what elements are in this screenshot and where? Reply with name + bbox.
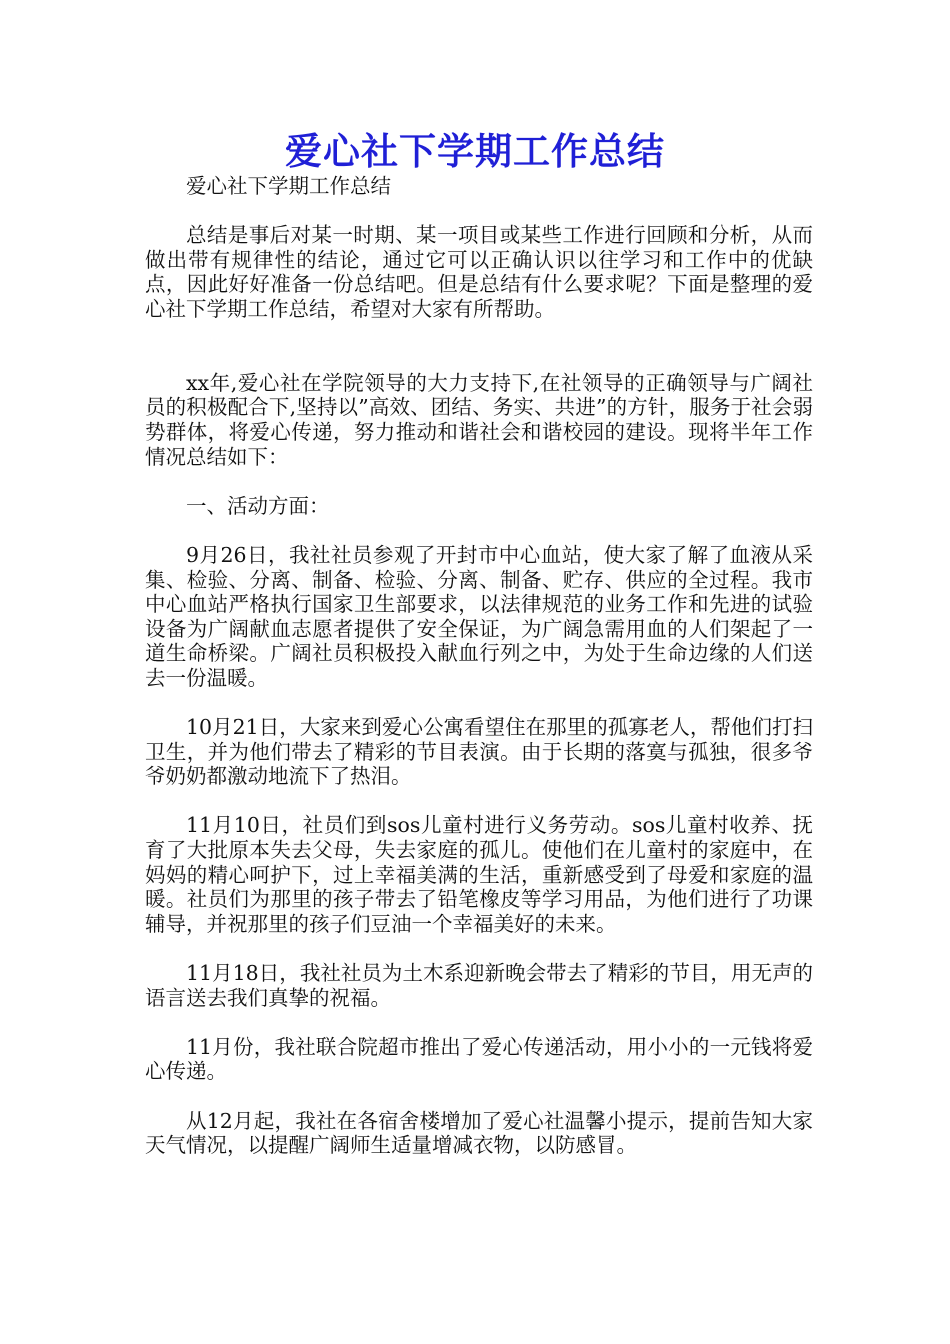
paragraph-overview: xx年,爱心社在学院领导的大力支持下,在社领导的正确领导与广阔社员的积极配合下,坚持以”高效、团结、务实、共进”的方针，服务于社会弱势群体，将爱心传递，努力推动和谐社会和谐校园的建设。现将半年工作情况总结如下： <box>145 370 813 469</box>
paragraph-supermarket: 11月份，我社联合院超市推出了爱心传递活动，用小小的一元钱将爱心传递。 <box>145 1034 813 1084</box>
paragraph-welcome-party: 11月18日，我社社员为土木系迎新晚会带去了精彩的节目，用无声的语言送去我们真挚的祝福。 <box>145 961 813 1010</box>
document-subtitle: 爱心社下学期工作总结 <box>186 174 391 198</box>
document-body <box>145 174 813 1158</box>
paragraph-elderly-visit: 10月21日，大家来到爱心公寓看望住在那里的孤寡老人，帮他们打扫卫生，并为他们带去了精彩的节目表演。由于长期的落寞与孤独，很多爷爷奶奶都激动地流下了热泪。 <box>145 715 813 789</box>
paragraph-intro: 总结是事后对某一时期、某一项目或某些工作进行回顾和分析，从而做出带有规律性的结论，通过它可以正确认识以往学习和工作中的优缺点，因此好好准备一份总结吧。但是总结有什么要求呢？下面是整理的爱心社下学期工作总结，希望对大家有所帮助。 <box>145 223 813 321</box>
paragraph-weather-tips: 从12月起，我社在各宿舍楼增加了爱心社温馨小提示，提前告知大家天气情况，以提醒广阔师生适量增减衣物，以防感冒。 <box>145 1108 813 1158</box>
document-title: 爱心社下学期工作总结 <box>285 129 665 173</box>
section-heading-activities: 一、活动方面： <box>186 493 330 518</box>
paragraph-sos-village: 11月10日，社员们到sos儿童村进行义务劳动。sos儿童村收养、抚育了大批原本失去父母，失去家庭的孤儿。使他们在儿童村的家庭中，在妈妈的精心呵护下，过上幸福美满的生活，重新感受到了母爱和家庭的温暖。社员们为那里的孩子带去了铅笔橡皮等学习用品，为他们进行了功课辅导，并祝那里的孩子们豆油一个幸福美好的未来。 <box>145 813 813 936</box>
paragraph-blood-station: 9月26日，我社社员参观了开封市中心血站，使大家了解了血液从采集、检验、分离、制备、检验、分离、制备、贮存、供应的全过程。我市中心血站严格执行国家卫生部要求，以法律规范的业务工作和先进的试验设备为广阔献血志愿者提供了安全保证，为广阔急需用血的人们架起了一道生命桥梁。广阔社员积极投入献血行列之中，为处于生命边缘的人们送去一份温暖。 <box>145 542 813 690</box>
